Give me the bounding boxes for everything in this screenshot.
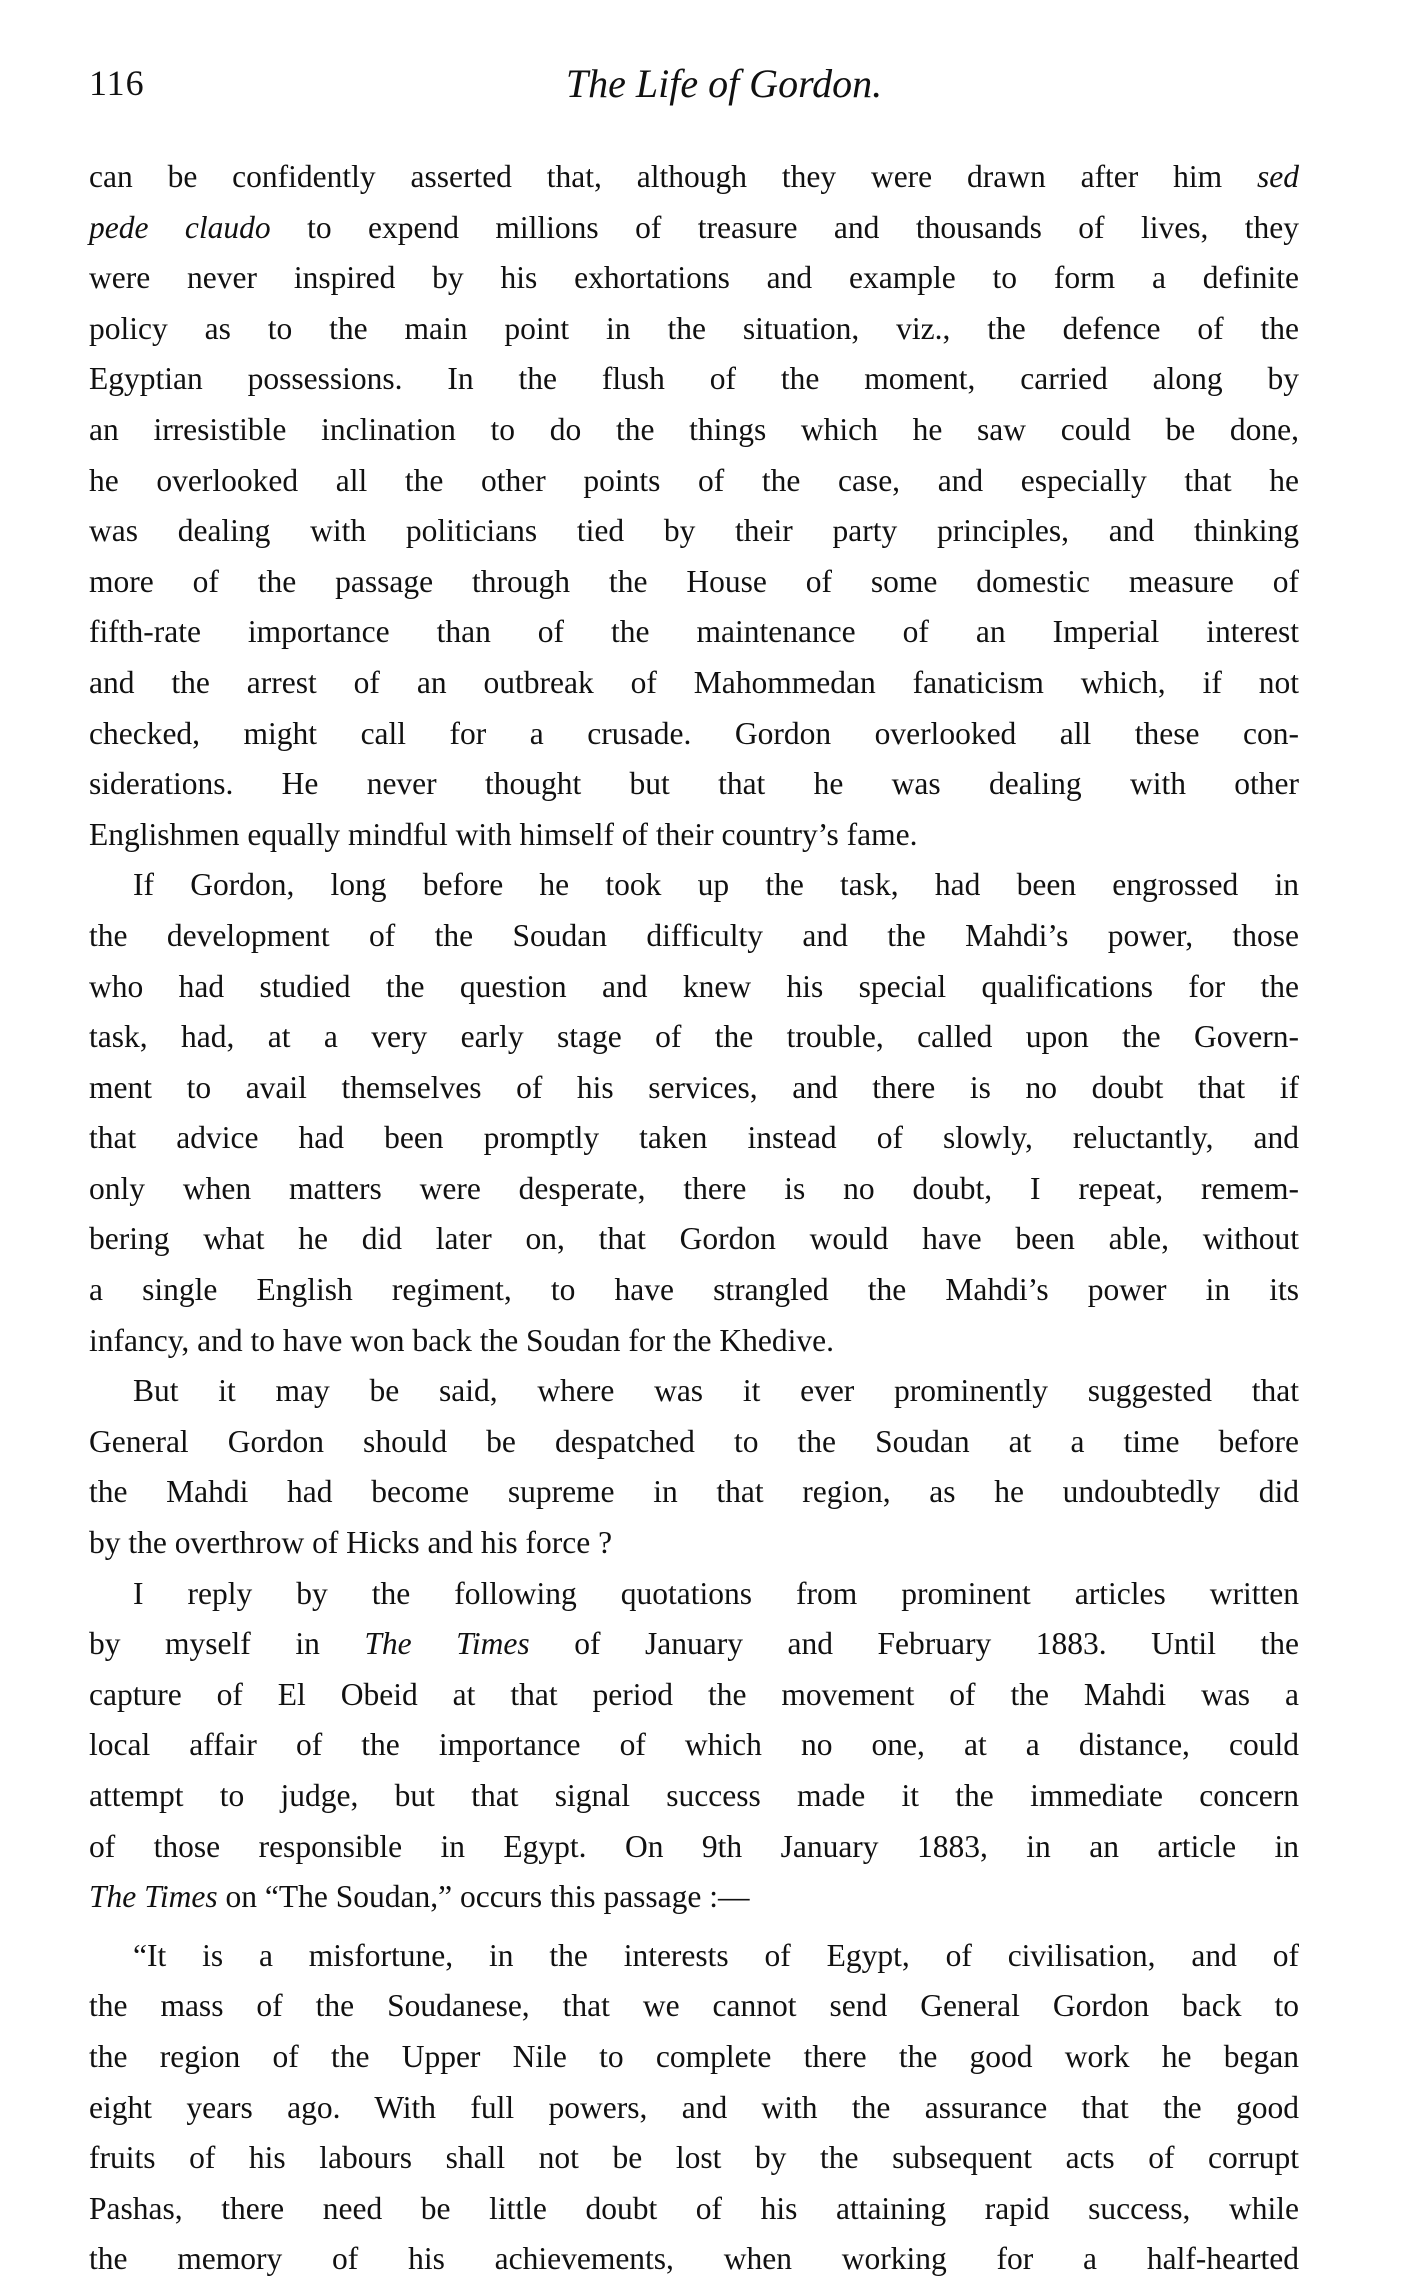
italic-text: The Times	[364, 1626, 530, 1662]
text-line	[89, 1822, 1299, 1873]
text-line	[89, 1720, 1299, 1771]
text-run: by myself in	[89, 1626, 365, 1662]
text-run: can be confidently asserted that, although they were drawn after him	[89, 159, 1257, 194]
running-header	[89, 62, 1299, 112]
text-line	[89, 759, 1299, 810]
text-run: checked, might call for a crusade. Gordon overlooked all these con-	[89, 715, 1299, 751]
text-line	[89, 607, 1299, 658]
text-run: policy as to the main point in the situation, viz., the defence of the	[89, 310, 1299, 346]
text-run: local affair of the importance of which no one, at a distance, could	[89, 1727, 1299, 1763]
paragraph	[89, 1366, 1299, 1568]
text-line	[89, 304, 1299, 355]
text-run: more of the passage through the House of some domestic measure of	[89, 563, 1299, 599]
text-run: he overlooked all the other points of the case, and especially that he	[89, 462, 1299, 498]
text-line	[89, 1265, 1299, 1316]
text-line	[89, 810, 1299, 861]
text-run: infancy, and to have won back the Soudan for the Khedive.	[89, 1322, 834, 1358]
text-run: But it may be said, where was it ever prominently suggested that	[133, 1373, 1299, 1409]
text-run: task, had, at a very early stage of the trouble, called upon the Govern-	[89, 1019, 1299, 1055]
text-run: “It is a misfortune, in the interests of Egypt, of civilisation, and of	[133, 1937, 1299, 1973]
text-run: I reply by the following quotations from prominent articles written	[133, 1575, 1299, 1611]
text-run: the mass of the Soudanese, that we cannot send General Gordon back to	[89, 1988, 1299, 2024]
page-number: 116	[89, 63, 145, 103]
text-line	[89, 1366, 1299, 1417]
text-run: of January and February 1883. Until the	[529, 1626, 1299, 1662]
text-run: Pashas, there need be little doubt of his attaining rapid success, while	[89, 2190, 1299, 2226]
text-run: fifth-rate importance than of the maintenance of an Imperial interest	[89, 614, 1299, 650]
text-run: eight years ago. With full powers, and with the assurance that the good	[89, 2089, 1299, 2125]
text-run: to expend millions of treasure and thousands of lives, they	[270, 209, 1299, 245]
text-run: bering what he did later on, that Gordon would have been able, without	[89, 1221, 1299, 1257]
body-text	[89, 152, 1299, 2285]
text-line	[89, 860, 1299, 911]
text-run: the Mahdi had become supreme in that region, as he undoubtedly did	[89, 1474, 1299, 1510]
text-line	[89, 1214, 1299, 1265]
text-line	[89, 2083, 1299, 2134]
text-run: an irresistible inclination to do the things which he saw could be done,	[89, 411, 1299, 447]
text-run: capture of El Obeid at that period the movement of the Mahdi was a	[89, 1676, 1299, 1712]
text-line	[89, 1063, 1299, 1114]
text-line	[89, 506, 1299, 557]
text-run: siderations. He never thought but that he was dealing with other	[89, 766, 1299, 802]
text-line	[89, 2032, 1299, 2083]
text-line	[89, 2184, 1299, 2235]
text-run: the memory of his achievements, when working for a half-hearted	[89, 2241, 1299, 2277]
text-run: fruits of his labours shall not be lost by the subsequent acts of corrupt	[89, 2140, 1299, 2176]
text-line	[89, 1518, 1299, 1569]
text-line	[89, 405, 1299, 456]
text-line	[89, 1872, 1299, 1923]
text-run: of those responsible in Egypt. On 9th January 1883, in an article in	[89, 1828, 1299, 1864]
text-run: attempt to judge, but that signal success made it the immediate concern	[89, 1778, 1299, 1813]
text-line	[89, 354, 1299, 405]
text-line	[89, 709, 1299, 760]
text-line	[89, 1931, 1299, 1982]
text-run: and the arrest of an outbreak of Mahommedan fanaticism which, if not	[89, 664, 1299, 700]
text-run: Englishmen equally mindful with himself of their country’s fame.	[89, 816, 918, 852]
text-line	[89, 1569, 1299, 1620]
text-line	[89, 1113, 1299, 1164]
paragraph	[89, 152, 1299, 860]
text-line	[89, 253, 1299, 304]
text-line	[89, 1467, 1299, 1518]
text-run: by the overthrow of Hicks and his force ?	[89, 1525, 613, 1561]
italic-text: sed	[1257, 159, 1299, 194]
text-run: on “The Soudan,” occurs this passage :—	[217, 1879, 750, 1915]
text-line	[89, 203, 1299, 254]
text-line	[89, 1981, 1299, 2032]
text-line	[89, 1012, 1299, 1063]
text-run: General Gordon should be despatched to the Soudan at a time before	[89, 1423, 1299, 1459]
text-run: who had studied the question and knew his special qualifications for the	[89, 968, 1299, 1004]
paragraph	[89, 1569, 1299, 1923]
text-line	[89, 658, 1299, 709]
text-line	[89, 1670, 1299, 1721]
paragraph	[89, 860, 1299, 1366]
italic-text: pede claudo	[89, 209, 271, 245]
text-line	[89, 911, 1299, 962]
text-line	[89, 1771, 1299, 1822]
block-quote	[89, 1931, 1299, 2285]
text-line	[89, 2234, 1299, 2285]
running-title: The Life of Gordon.	[565, 61, 883, 106]
text-run: were never inspired by his exhortations and example to form a definite	[89, 260, 1299, 296]
italic-text: The Times	[89, 1879, 218, 1915]
text-run: Egyptian possessions. In the flush of the moment, carried along by	[89, 361, 1299, 397]
text-line	[89, 1164, 1299, 1215]
text-line	[89, 456, 1299, 507]
text-run: ment to avail themselves of his services, and there is no doubt that if	[89, 1069, 1299, 1105]
text-run: that advice had been promptly taken instead of slowly, reluctantly, and	[89, 1120, 1299, 1156]
text-line	[89, 1619, 1299, 1670]
text-line	[89, 152, 1299, 203]
text-run: a single English regiment, to have strangled the Mahdi’s power in its	[89, 1272, 1299, 1308]
text-line	[89, 557, 1299, 608]
text-run: the region of the Upper Nile to complete there the good work he began	[89, 2038, 1299, 2074]
text-line	[89, 962, 1299, 1013]
text-run: only when matters were desperate, there is no doubt, I repeat, remem-	[89, 1170, 1299, 1206]
text-run: the development of the Soudan difficulty and the Mahdi’s power, those	[89, 917, 1299, 953]
text-line	[89, 1417, 1299, 1468]
text-run: If Gordon, long before he took up the task, had been engrossed in	[133, 867, 1299, 903]
text-line	[89, 1316, 1299, 1367]
text-line	[89, 2133, 1299, 2184]
text-run: was dealing with politicians tied by their party principles, and thinking	[89, 513, 1299, 549]
